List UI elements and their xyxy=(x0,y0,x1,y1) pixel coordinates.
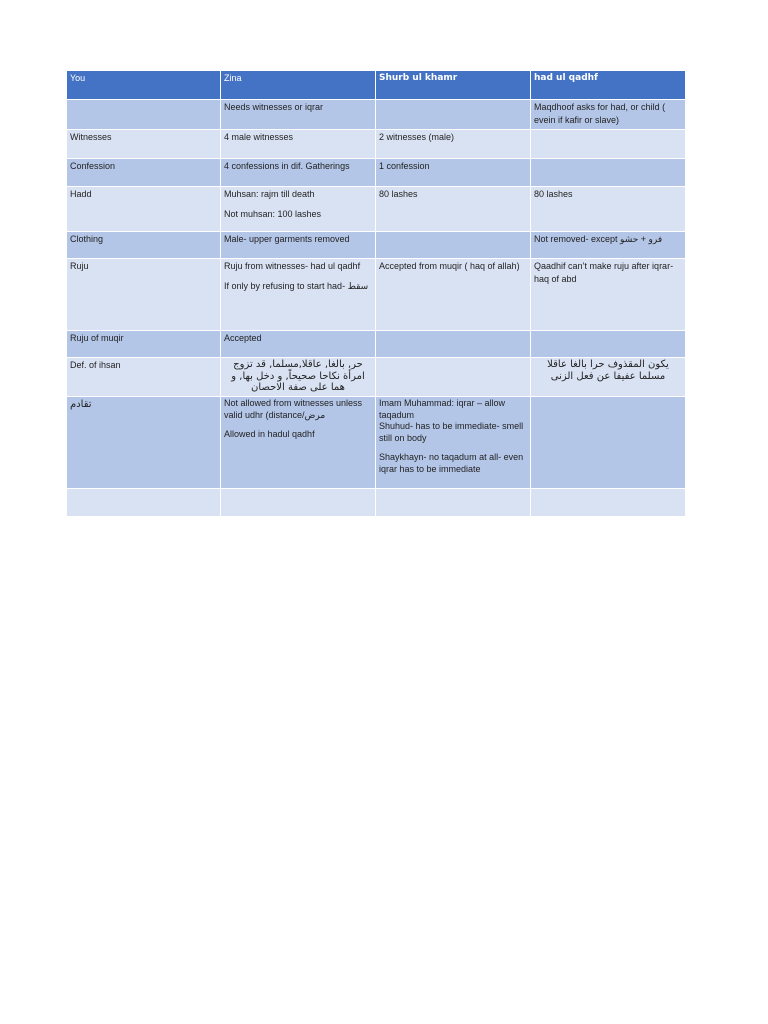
table-row xyxy=(67,130,686,159)
header-row xyxy=(67,71,686,100)
row-label: Ruju xyxy=(67,259,221,331)
header-had-ul-qadhf: had ul qadhf xyxy=(531,71,686,100)
cell-text: 2 witnesses (male) xyxy=(379,132,455,143)
row-label xyxy=(67,100,221,130)
table-row xyxy=(67,397,686,489)
header-shurb-ul-khamr: Shurb ul khamr xyxy=(376,71,531,100)
cell-text: If only by refusing to start had- سقط xyxy=(224,281,369,292)
table-row xyxy=(67,100,686,130)
qadhf-cell xyxy=(531,100,686,130)
cell-text: 4 confessions in dif. Gatherings xyxy=(224,161,350,172)
qadhf-cell xyxy=(531,331,686,358)
cell-text: Not allowed from witnesses unless valid udhr (distance/مرض xyxy=(224,398,363,420)
row-label: Hadd xyxy=(67,187,221,232)
cell-text: Accepted xyxy=(224,333,262,344)
cell-text: Male- upper garments removed xyxy=(224,234,350,245)
zina-cell xyxy=(221,397,376,489)
qadhf-cell xyxy=(531,358,686,397)
comparison-table xyxy=(66,70,686,517)
khamr-cell xyxy=(376,331,531,358)
table-row xyxy=(67,259,686,331)
cell-text: Needs witnesses or iqrar xyxy=(224,102,324,112)
khamr-cell xyxy=(376,489,531,517)
cell-text: 1 confession xyxy=(379,161,430,172)
cell-text: Shaykhayn- no taqadum at all- even iqrar has to be immediate xyxy=(379,451,524,474)
table-row xyxy=(67,331,686,358)
table-row xyxy=(67,489,686,517)
zina-cell xyxy=(221,331,376,358)
cell-text: Not muhsan: 100 lashes xyxy=(224,209,322,220)
row-label: Confession xyxy=(67,159,221,187)
cell-text: Accepted from muqir ( haq of allah) xyxy=(379,261,520,272)
table-row xyxy=(67,187,686,232)
qadhf-cell xyxy=(531,489,686,517)
qadhf-cell xyxy=(531,159,686,187)
cell-text: Maqdhoof asks for had, or child ( evein if kafir or slave) xyxy=(534,102,666,126)
qadhf-cell xyxy=(531,259,686,331)
row-label: Def. of ihsan xyxy=(67,358,221,397)
zina-cell xyxy=(221,259,376,331)
zina-cell xyxy=(221,100,376,130)
row-label-arabic xyxy=(67,397,221,489)
khamr-cell xyxy=(376,232,531,259)
table-row xyxy=(67,358,686,397)
cell-text: Shuhud- has to be immediate- smell still on body xyxy=(379,421,524,444)
arabic-text: يكون المقذوف حرا بالغا عاقلا مسلما عفيفا عن فعل الزنى xyxy=(547,359,669,382)
cell-text: Imam Muhammad: iqrar – allow taqadum xyxy=(379,398,506,420)
cell-text: 4 male witnesses xyxy=(224,132,294,143)
khamr-cell xyxy=(376,100,531,130)
zina-cell xyxy=(221,187,376,232)
khamr-cell xyxy=(376,187,531,232)
cell-text: 80 lashes xyxy=(379,189,418,200)
header-you: You xyxy=(67,71,221,100)
cell-text: Ruju from witnesses- had ul qadhf xyxy=(224,261,361,272)
arabic-text: حر, بالغا, عاقلا,مسلما, قد تزوج امرأة نكاحا صحيحاً, و دخل بها, و هما على صفة الاحصان xyxy=(231,359,365,394)
qadhf-cell xyxy=(531,397,686,489)
table-row xyxy=(67,232,686,259)
zina-cell xyxy=(221,358,376,397)
row-label: Ruju of muqir xyxy=(67,331,221,358)
cell-text: Muhsan: rajm till death xyxy=(224,189,315,200)
zina-cell xyxy=(221,159,376,187)
header-zina: Zina xyxy=(221,71,376,100)
row-label: Clothing xyxy=(67,232,221,259)
row-label: Witnesses xyxy=(67,130,221,159)
qadhf-cell xyxy=(531,232,686,259)
zina-cell xyxy=(221,489,376,517)
table-row xyxy=(67,159,686,187)
khamr-cell xyxy=(376,259,531,331)
arabic-text: تقادم xyxy=(70,399,92,411)
row-label xyxy=(67,489,221,517)
khamr-cell xyxy=(376,358,531,397)
khamr-cell xyxy=(376,397,531,489)
cell-text: Qaadhif can’t make ruju after iqrar- haq of abd xyxy=(534,261,674,285)
qadhf-cell xyxy=(531,187,686,232)
khamr-cell xyxy=(376,159,531,187)
cell-text: Not removed- except فرو + حشو xyxy=(534,234,663,245)
zina-cell xyxy=(221,130,376,159)
zina-cell xyxy=(221,232,376,259)
qadhf-cell xyxy=(531,130,686,159)
khamr-cell xyxy=(376,130,531,159)
cell-text: Allowed in hadul qadhf xyxy=(224,429,315,440)
cell-text: 80 lashes xyxy=(534,189,573,200)
